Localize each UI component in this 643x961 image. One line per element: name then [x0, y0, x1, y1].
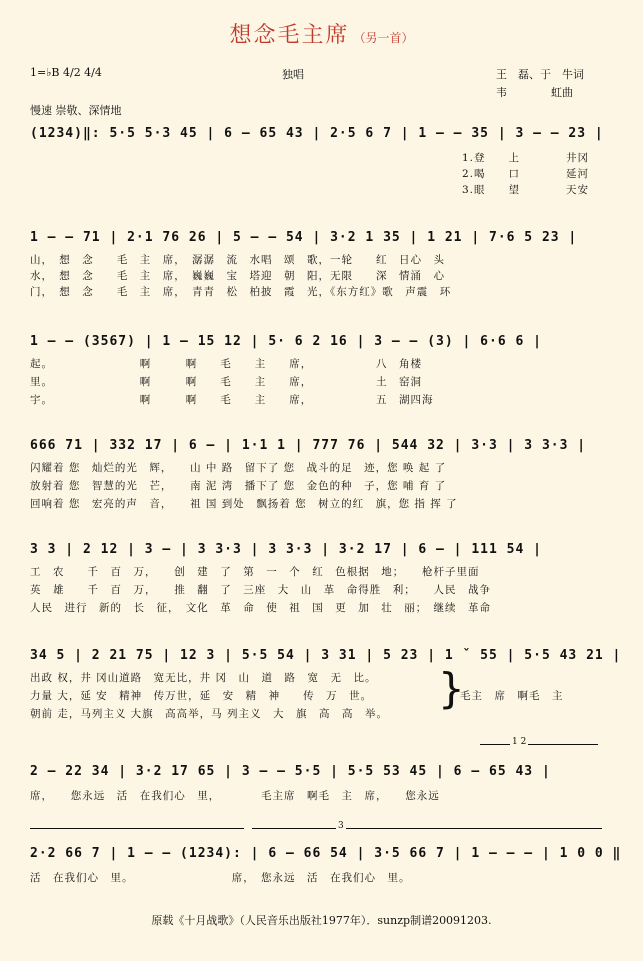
lyric-line-4-3: 回响着 您 宏亮的声 音， 祖 国 到处 飘扬着 您 树立的红 旗，您 指 挥 了 [30, 498, 458, 510]
title-subtitle: （另一首） [353, 31, 414, 45]
tempo-marking: 慢速 崇敬、深情地 [30, 104, 122, 117]
lyric-line-3-1: 起。 啊 啊 毛 主 席， 八 角楼 [30, 358, 422, 370]
lyricists: 王 磊、于 牛词 [496, 68, 584, 81]
lyric-line-6-1: 出政 权，井 冈山道路 宽无比，井 冈 山 道 路 宽 无 比。 [30, 672, 377, 684]
lyric-line-6-2: 力量 大，延 安 精神 传万世，延 安 精 神 传 万 世。 [30, 690, 373, 702]
lyric-line-2-2: 水， 想 念 毛 主 席， 巍巍 宝 塔迎 朝 阳，无限 深 情涌 心 [30, 270, 445, 282]
staff-line-2: 1 – – 71 | 2·1 76 26 | 5 – – 54 | 3·2 1 35 | 1 21 | 7·6 5 23 | [30, 230, 578, 245]
side-lyric-3: 3.眼 望 天安 [462, 184, 590, 196]
staff-line-4: 666 71 | 332 17 | 6 – | 1·1 1 | 777 76 | 544 32 | 3·3 | 3 3·3 | [30, 438, 587, 453]
lyric-line-4-2: 放射着 您 智慧的光 芒， 南 泥 湾 播下了 您 金色的种 子，您 哺 育 了 [30, 480, 447, 492]
lyric-line-7-1: 席， 您永远 活 在我们心 里， 毛主席 啊毛 主 席， 您永远 [30, 790, 440, 802]
volta-label-3: 3 [338, 821, 344, 831]
lyric-brace: } [438, 664, 465, 713]
performance-type: 独唱 [282, 68, 304, 81]
lyric-line-2-1: 山， 想 念 毛 主 席， 潺潺 流 水唱 颂 歌，一轮 红 日心 头 [30, 254, 445, 266]
lyric-line-2-3: 门， 想 念 毛 主 席， 青青 松 柏披 霞 光，《东方红》歌 声震 环 [30, 286, 452, 298]
lyric-line-3-3: 宇。 啊 啊 毛 主 席， 五 湖四海 [30, 394, 434, 406]
volta-bracket-1-2 [480, 744, 598, 745]
staff-line-3: 1 – – (3567) | 1 – 15 12 | 5· 6 2 16 | 3 – – (3) | 6·6 6 | [30, 334, 542, 349]
lyric-line-5-2: 英 雄 千 百 万， 推 翻 了 三座 大 山 革 命得胜 利； 人民 战争 [30, 584, 491, 596]
lyric-line-3-2: 里。 啊 啊 毛 主 席， 土 窑洞 [30, 376, 422, 388]
source-footer: 原载《十月战歌》（人民音乐出版社1977年）．sunzp制谱20091203. [151, 914, 492, 927]
staff-line-7: 2 – 22 34 | 3·2 17 65 | 3 – – 5·5 | 5·5 53 45 | 6 – 65 43 | [30, 764, 551, 779]
staff-line-1: (1234)‖: 5·5 5·3 45 | 6 – 65 43 | 2·5 6 7 | 1 – – 35 | 3 – – 23 | [30, 126, 604, 141]
lyric-line-5-3: 人民 进行 新的 长 征， 文化 革 命 使 祖 国 更 加 壮 丽； 继续 革命 [30, 602, 491, 614]
staff-line-5: 3 3 | 2 12 | 3 – | 3 3·3 | 3 3·3 | 3·2 17 | 6 – | 111 54 | [30, 542, 542, 557]
staff-line-6: 34 5 | 2 21 75 | 12 3 | 5·5 54 | 3 31 | 5 23 | 1 ˇ 55 | 5·5 43 21 | [30, 648, 622, 663]
staff-line-8: 2·2 66 7 | 1 – – (1234): | 6 – 66 54 | 3·5 66 7 | 1 – – – | 1 0 0 ‖ [30, 846, 622, 861]
composer: 韦 虹曲 [496, 86, 573, 99]
lyric-line-8-1: 活 在我们心 里。 席， 您永远 活 在我们心 里。 [30, 872, 411, 884]
side-lyric-2: 2.喝 口 延河 [462, 168, 590, 180]
lyric-line-4-1: 闪耀着 您 灿烂的光 辉， 山 中 路 留下了 您 战斗的足 迹，您 唤 起 了 [30, 462, 447, 474]
lyric-line-6-tail: 毛主 席 啊毛 主 [460, 690, 564, 702]
volta-bracket-first-ending [30, 828, 244, 829]
side-lyric-1: 1.登 上 井冈 [462, 152, 590, 164]
song-title [0, 18, 643, 49]
volta-bracket-3 [252, 828, 602, 829]
volta-label-1-2: 1 2 [512, 737, 527, 747]
lyric-line-5-1: 工 农 千 百 万， 创 建 了 第 一 个 红 色根据 地； 枪杆子里面 [30, 566, 480, 578]
lyric-line-6-3: 朝前 走，马列主义 大旗 高高举，马 列主义 大 旗 高 高 举。 [30, 708, 389, 720]
key-signature: 1=♭B 4/2 4/4 [30, 66, 102, 79]
title-main: 想念毛主席 [229, 23, 350, 48]
